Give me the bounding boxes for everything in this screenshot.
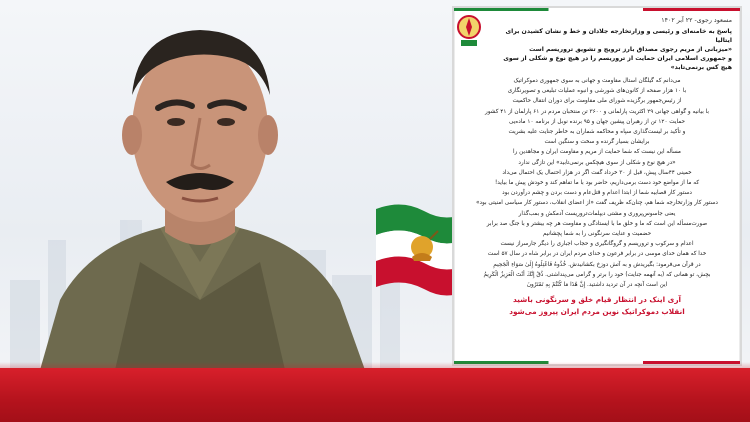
statement-card (452, 6, 742, 366)
statement-byline: مسعود رجوی- ۲۲ آبر ۱۴۰۲ (661, 17, 732, 24)
body-line: و تأکید بر لیست‌گذاری سپاه و محاکمه شماران به خاطر جنایت علیه بشریت (508, 129, 686, 136)
body-line: حضمیت و عنایت سرنگونی را به شما پچشانیم (542, 231, 652, 238)
body-line: یعنی جاسوس‌پروری و مشتی دیپلمات‌تروریست آدمکش و بمب‌گذار (518, 210, 676, 217)
flag-stripe-top (454, 8, 740, 11)
body-line: دستور کار قصابیه شما از ابتدا اعدام و قتل‌عام و دست بردن و چشم درآوردن بود (502, 190, 692, 197)
statement-text (462, 16, 732, 356)
body-line: حمایت ۱۲۰ تن از رهبران پیشین جهان و ۹۵ برنده نوبل از برنامه ۱۰ ماده‌یی (508, 118, 686, 125)
body-line: که ما از مواضع خود دست برمی‌داریم، حاضر بود با ما تفاهم کند و خودش پیش ما بیاید! (494, 180, 700, 187)
body-line: خمینی ۴۴سال پیش، قبل از ۳۰ خرداد گفت اگر در هزار احتمال یک احتمال می‌داد (502, 169, 692, 176)
statement-headline (462, 27, 732, 72)
statement-slogans (462, 294, 732, 318)
slogan-line: انقلاب دموکراتیک نوین مردم ایران پیروز می‌شود (509, 307, 685, 317)
body-line: با ۱۰ هزار صفحه از کانون‌های شورشی و انبوه عملیات تبلیغی و تصویرنگاری (507, 88, 687, 95)
body-line: اعدام و سرکوب و تروریسم و گروگانگیری و حجاب اجباری را دیگر جارسراز نیست (500, 241, 694, 248)
body-line: این است آنچه در آن تردید داشتید. إِنَّ هَٰذَا مَا كُنْتُمْ بِهِ تَمْتَرُونَ (526, 282, 668, 289)
body-line: خدا که همان خدای موسی در برابر فرعون و خدای مردم ایران در برابر شاه در سال ۵۷ است (487, 251, 707, 258)
body-line: می‌دانم که گیلگان استال مقاومت و جهانی به سوی جمهوری دموکراتیک (513, 78, 681, 84)
body-line: مسأله این نیست که شما حمایت از مریم و مقاومت ایران و مجاهدین را (513, 149, 681, 156)
statement-body (462, 76, 732, 290)
footer-red-band (0, 368, 750, 422)
body-line: در قرآن می‌فرمود: بگیریدش و به آتش دوزخ بکشانیدش. خُذُوهُ فَاعْتِلُوهُ إِلَىٰ سَوَاءِ الْجَحِيمِ (493, 261, 701, 268)
body-line: صورت‌مسأله این است که ما و خلق ما با ایستادگی و مقاومت هر چه بیشتر و با جنگ صد برابر (486, 220, 708, 227)
headline-line: و جمهوری اسلامی ایران حمایت از تروریسم را در هیچ نوع و شکلی از سوی هیچ کس برنمی‌تابد» (503, 55, 732, 71)
body-line: «در هیچ نوع و شکلی از سوی هیچکس برنمی‌تابید» این تازگی ندارد (518, 159, 676, 166)
headline-line: پاسخ به خامنه‌ای و رئیسی و وزارتخارجه جلادان و خط و نشان کشیدن برای ایتالیا (505, 28, 732, 44)
body-line: از رئیس‌جمهور برگزیده شورای ملی مقاومت برای دوران انتقال حاکمیت (512, 98, 682, 105)
headline-line: «میزبانی از مریم رجوی مصداق بارز ترویج و تشویق تروریسم است (529, 46, 732, 53)
body-line: دستور کار وزارتخارجه شما هم، چنان‌که ظریف گفت «از اعضای انقلاب، دستور کار سیاسی امنیتی بود» (476, 200, 718, 207)
body-line: برایشان بسیار گرنده و سخت و سنگین است (544, 139, 650, 146)
body-line: بچش، تو همانی که (به آنهمه جنایت) خود را برتر و گرامی می‌پنداشتی. ذُقْ إِنَّكَ أَنْتَ الْعَزِيزُ الْكَرِيمُ (483, 271, 711, 278)
portrait-illustration (20, 0, 380, 370)
body-line: با بیانیه و گواهی جهانی ۲۹ اکثریت پارلمانی و ۳۶۰۰ تن منتخبان مردم در ۶۱ پارلمان از ۴۱ کشور (485, 108, 709, 115)
slogan-line: آری اینک در انتظار قیام خلق و سرنگونی باشید (512, 295, 682, 305)
leader-portrait (20, 0, 380, 370)
